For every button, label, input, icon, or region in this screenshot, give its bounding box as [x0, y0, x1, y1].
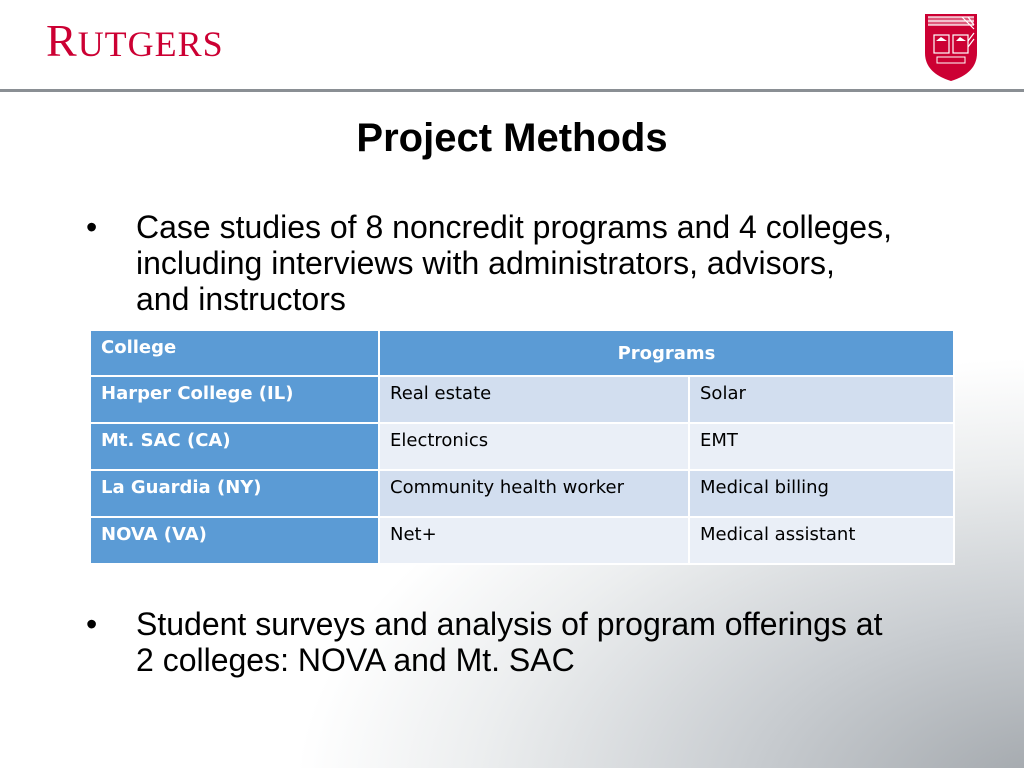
table-row	[90, 517, 954, 564]
table-row	[90, 470, 954, 517]
program-cell: Real estate	[379, 376, 689, 423]
bullet-text: Case studies of 8 noncredit programs and 4 colleges, including interviews with administrators, advisors, and instructors	[136, 209, 892, 317]
college-cell: Harper College (IL)	[90, 376, 379, 423]
program-cell: Electronics	[379, 423, 689, 470]
program-cell: Net+	[379, 517, 689, 564]
table-header-row	[90, 330, 954, 376]
program-cell: EMT	[689, 423, 954, 470]
bullet-marker: •	[86, 209, 98, 245]
program-cell: Community health worker	[379, 470, 689, 517]
slide-header	[0, 0, 1024, 92]
rutgers-logo	[46, 15, 224, 66]
bullet-text: Student surveys and analysis of program offerings at 2 colleges: NOVA and Mt. SAC	[136, 606, 883, 678]
logo-rest: UTGERS	[77, 24, 224, 64]
bullet-marker: •	[86, 606, 98, 642]
logo-initial: R	[46, 15, 78, 66]
program-cell: Medical billing	[689, 470, 954, 517]
program-cell: Solar	[689, 376, 954, 423]
college-cell: Mt. SAC (CA)	[90, 423, 379, 470]
colleges-programs-table	[89, 329, 955, 565]
header-divider	[0, 89, 1024, 92]
table-row	[90, 376, 954, 423]
rutgers-shield-icon	[922, 11, 980, 83]
college-cell: La Guardia (NY)	[90, 470, 379, 517]
header-programs: Programs	[379, 330, 954, 376]
program-cell: Medical assistant	[689, 517, 954, 564]
table-row	[90, 423, 954, 470]
college-cell: NOVA (VA)	[90, 517, 379, 564]
slide-title: Project Methods	[356, 116, 668, 160]
header-college: College	[90, 330, 379, 376]
